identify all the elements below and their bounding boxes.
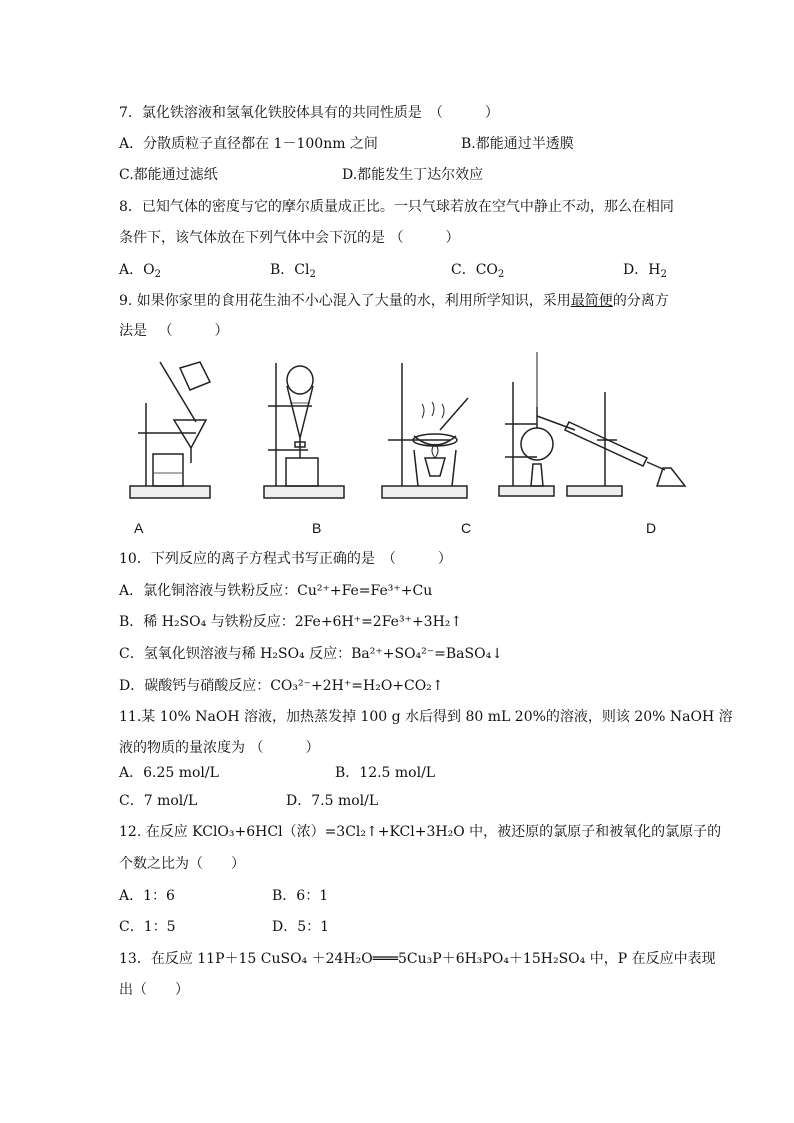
q11-option-c: C．7 mol/L <box>119 793 198 809</box>
q13-stem-line2: 出（ ） <box>119 982 189 998</box>
q12-stem-line1: 12. 在反应 KClO₃+6HCl（浓）=3Cl₂↑+KCl+3H₂O 中，被还原的氯原子和被氧化的氯原子的 <box>119 824 722 840</box>
q12-option-d: D．5：1 <box>272 919 330 935</box>
q8-stem-line2: 条件下，该气体放在下列气体中会下沉的是 （ ） <box>119 230 460 246</box>
q13-stem-line1: 13．在反应 11P＋15 CuSO₄ ＋24H₂O═══5Cu₃P＋6H₃PO₄＋15H₂SO₄ 中，P 在反应中表现 <box>119 951 716 967</box>
q8-option-b-text: B．Cl <box>270 262 310 278</box>
q8-option-c-text: C．CO <box>451 262 498 278</box>
q7-option-a: A．分散质粒子直径都在 1－100nm 之间 <box>119 136 378 152</box>
q7-option-c: C.都能通过滤纸 <box>119 167 218 183</box>
q8-option-d-text: D．H <box>623 262 661 278</box>
figure-label-d: D <box>646 520 657 536</box>
q8-stem-line1: 8．已知气体的密度与它的摩尔质量成正比。一只气球若放在空气中静止不动，那么在相同 <box>119 199 674 215</box>
q8-option-d-sub: 2 <box>660 269 667 280</box>
q7-option-d: D.都能发生丁达尔效应 <box>342 167 484 183</box>
q8-option-b-sub: 2 <box>309 269 316 280</box>
q9-stem-pre: 9. 如果你家里的食用花生油不小心混入了大量的水，利用所学知识，采用 <box>119 293 571 309</box>
figure-a-filtration <box>128 358 218 503</box>
q12-option-a: A．1：6 <box>119 888 175 904</box>
q11-option-b: B．12.5 mol/L <box>335 765 436 781</box>
q10-option-c: C．氢氧化钡溶液与稀 H₂SO₄ 反应：Ba²⁺+SO₄²⁻=BaSO₄↓ <box>119 646 503 662</box>
q10-option-d: D．碳酸钙与硝酸反应：CO₃²⁻+2H⁺=H₂O+CO₂↑ <box>119 678 444 694</box>
figure-label-a: A <box>134 520 144 536</box>
figure-c-evaporation <box>380 358 475 503</box>
q7-stem: 7．氯化铁溶液和氢氧化铁胶体具有的共同性质是 （ ） <box>119 105 499 121</box>
q9-stem-line1 <box>119 292 669 310</box>
figure-label-b: B <box>312 520 322 536</box>
q11-option-d: D．7.5 mol/L <box>286 793 379 809</box>
q10-option-b: B．稀 H₂SO₄ 与铁粉反应：2Fe+6H⁺=2Fe³⁺+3H₂↑ <box>119 614 463 630</box>
q9-stem-post: 的分离方 <box>612 293 669 309</box>
q8-option-b <box>270 261 316 284</box>
q8-option-a-sub: 2 <box>154 269 161 280</box>
q8-option-c-sub: 2 <box>497 269 505 280</box>
q11-stem-line2: 液的物质的量浓度为 （ ） <box>119 740 320 756</box>
q8-option-c <box>451 261 504 284</box>
q12-option-c: C．1：5 <box>119 919 176 935</box>
q8-option-d <box>623 261 667 284</box>
q8-option-a <box>119 261 161 284</box>
q10-stem: 10．下列反应的离子方程式书写正确的是 （ ） <box>119 551 452 567</box>
q9-stem-underlined: 最简便 <box>570 293 613 309</box>
q8-option-a-text: A．O <box>119 262 155 278</box>
q11-option-a: A．6.25 mol/L <box>119 765 219 781</box>
q9-stem-line2: 法是 （ ） <box>119 323 229 339</box>
figure-b-separatory-funnel <box>262 358 352 503</box>
figure-d-distillation <box>497 352 697 502</box>
q10-option-a: A．氯化铜溶液与铁粉反应：Cu²⁺+Fe=Fe³⁺+Cu <box>119 583 433 599</box>
figure-label-c: C <box>461 520 472 536</box>
q11-stem-line1: 11.某 10% NaOH 溶液，加热蒸发掉 100 g 水后得到 80 mL 20%的溶液，则该 20% NaOH 溶 <box>119 709 733 725</box>
q12-stem-line2: 个数之比为（ ） <box>119 856 245 872</box>
q12-option-b: B．6：1 <box>272 888 329 904</box>
q7-option-b: B.都能通过半透膜 <box>461 136 574 152</box>
